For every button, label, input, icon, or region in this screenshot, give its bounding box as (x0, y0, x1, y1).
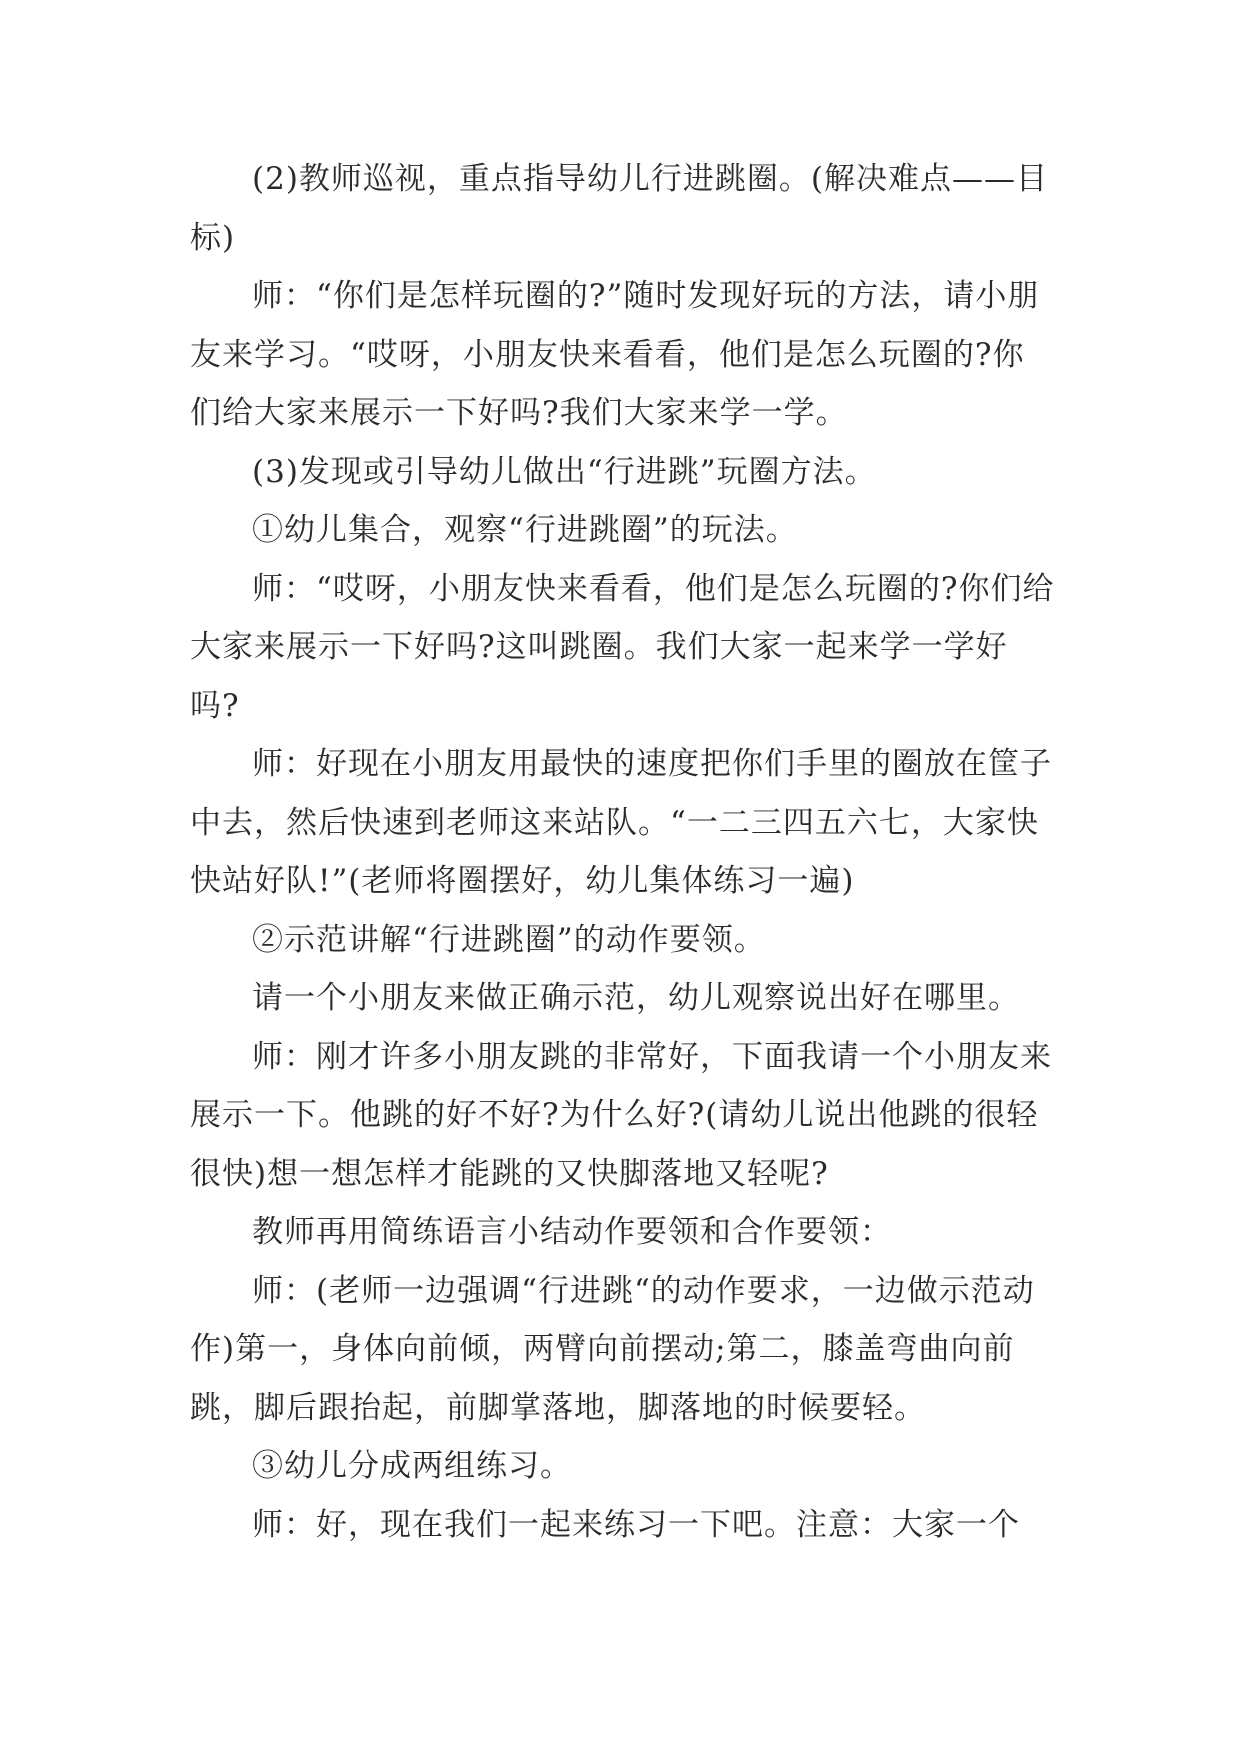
paragraph-correct-demo: 请一个小朋友来做正确示范，幼儿观察说出好在哪里。 (252, 980, 1020, 1016)
paragraph-group-practice: ③幼儿分成两组练习。 (252, 1448, 572, 1484)
paragraph-line-up: 师：好现在小朋友用最快的速度把你们手里的圈放在筐子中去，然后快速到老师这来站队。“一二三四五六七，大家快快站好队!”(老师将圈摆好，幼儿集体练习一遍) (190, 746, 1052, 899)
paragraph-jump-circle: 师：“哎呀，小朋友快来看看，他们是怎么玩圈的?你们给大家来展示一下好吗?这叫跳圈。我们大家一起来学一学好吗? (190, 570, 1055, 724)
paragraph-discover-method: (3)发现或引导幼儿做出“行进跳”玩圈方法。 (252, 453, 877, 490)
paragraph-demo-explain: ②示范讲解“行进跳圈”的动作要领。 (252, 921, 766, 958)
paragraph-gather-observe: ①幼儿集合，观察“行进跳圈”的玩法。 (252, 512, 798, 548)
paragraph-summary: 教师再用简练语言小结动作要领和合作要领： (252, 1214, 892, 1250)
paragraph-child-show: 师：刚才许多小朋友跳的非常好，下面我请一个小朋友来展示一下。他跳的好不好?为什么好?(请幼儿说出他跳的很轻很快)想一想怎样才能跳的又快脚落地又轻呢? (190, 1038, 1052, 1192)
paragraph-practice-together: 师：好，现在我们一起来练习一下吧。注意：大家一个 (252, 1506, 1020, 1543)
document-body (190, 150, 1055, 1554)
paragraph-action-points: 师：(老师一边强调“行进跳“的动作要求，一边做示范动作)第一，身体向前倾，两臂向前摆动;第二，膝盖弯曲向前跳，脚后跟抬起，前脚掌落地，脚落地的时候要轻。 (190, 1272, 1035, 1426)
paragraph-teacher-patrol: (2)教师巡视，重点指导幼儿行进跳圈。(解决难点——目标) (190, 161, 1049, 256)
paragraph-how-to-play: 师：“你们是怎样玩圈的?”随时发现好玩的方法，请小朋友来学习。“哎呀，小朋友快来看看，他们是怎么玩圈的?你们给大家来展示一下好吗?我们大家来学一学。 (190, 278, 1040, 431)
